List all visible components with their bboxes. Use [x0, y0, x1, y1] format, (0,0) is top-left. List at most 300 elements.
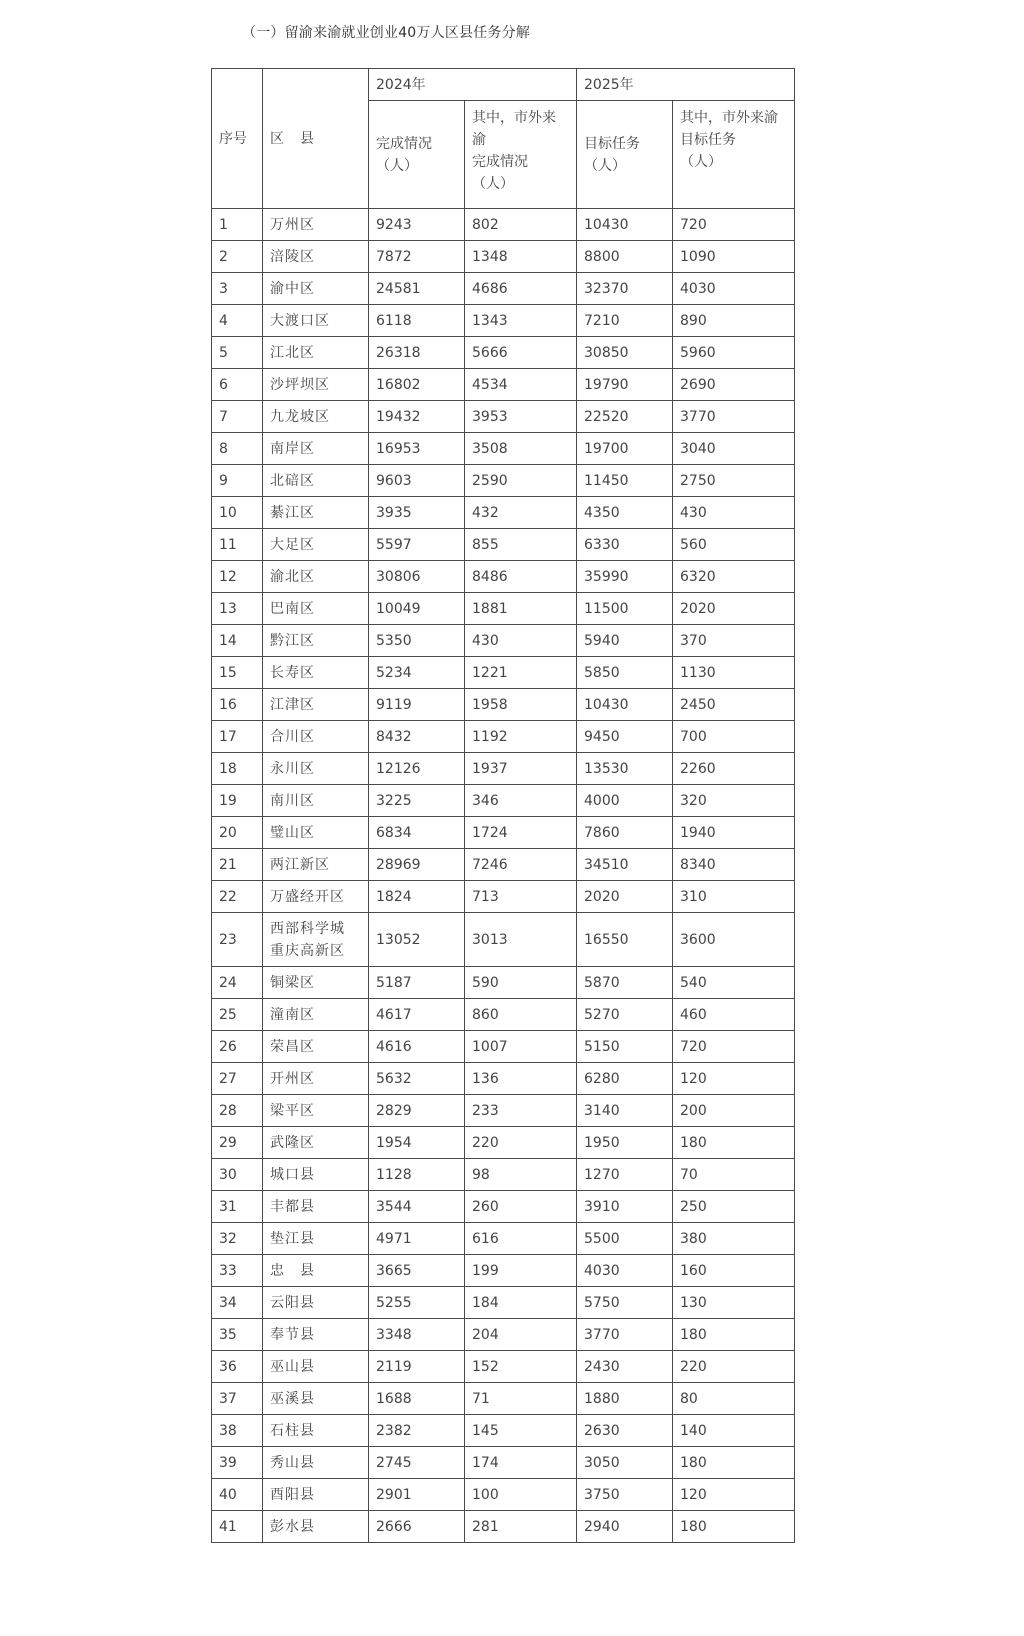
table-row [212, 1511, 795, 1543]
cell-2025-target: 3050 [577, 1447, 673, 1479]
cell-2024-outside-completed: 100 [465, 1479, 577, 1511]
header-district: 区 县 [263, 69, 369, 209]
cell-2024-outside-completed: 1348 [465, 241, 577, 273]
cell-2024-completed: 24581 [369, 273, 465, 305]
table-row [212, 1351, 795, 1383]
table-row [212, 561, 795, 593]
task-table [211, 68, 795, 1543]
cell-2024-completed: 9119 [369, 689, 465, 721]
cell-seq: 12 [212, 561, 263, 593]
cell-2025-outside-target: 3770 [673, 401, 795, 433]
cell-seq: 41 [212, 1511, 263, 1543]
cell-seq: 4 [212, 305, 263, 337]
table-row [212, 209, 795, 241]
cell-2024-completed: 12126 [369, 753, 465, 785]
table-row [212, 433, 795, 465]
cell-seq: 15 [212, 657, 263, 689]
header-2025-target: 目标任务 （人） [577, 101, 673, 209]
cell-seq: 25 [212, 999, 263, 1031]
cell-2024-completed: 2829 [369, 1095, 465, 1127]
cell-2025-outside-target: 250 [673, 1191, 795, 1223]
cell-district: 梁平区 [263, 1095, 369, 1127]
cell-2025-outside-target: 460 [673, 999, 795, 1031]
cell-seq: 34 [212, 1287, 263, 1319]
cell-2024-completed: 13052 [369, 913, 465, 967]
cell-2024-completed: 10049 [369, 593, 465, 625]
table-row [212, 1479, 795, 1511]
cell-2025-target: 6330 [577, 529, 673, 561]
cell-2025-target: 32370 [577, 273, 673, 305]
cell-2025-outside-target: 320 [673, 785, 795, 817]
cell-district: 荣昌区 [263, 1031, 369, 1063]
cell-district: 丰都县 [263, 1191, 369, 1223]
table-row [212, 1127, 795, 1159]
cell-2025-outside-target: 220 [673, 1351, 795, 1383]
cell-seq: 30 [212, 1159, 263, 1191]
cell-2025-outside-target: 3600 [673, 913, 795, 967]
cell-2025-outside-target: 720 [673, 1031, 795, 1063]
cell-2025-outside-target: 380 [673, 1223, 795, 1255]
table-row [212, 1063, 795, 1095]
cell-district: 奉节县 [263, 1319, 369, 1351]
cell-district: 武隆区 [263, 1127, 369, 1159]
table-row [212, 1255, 795, 1287]
table-row [212, 1031, 795, 1063]
cell-2025-target: 3750 [577, 1479, 673, 1511]
cell-district: 南川区 [263, 785, 369, 817]
cell-2024-outside-completed: 860 [465, 999, 577, 1031]
cell-2024-completed: 1128 [369, 1159, 465, 1191]
cell-2024-outside-completed: 430 [465, 625, 577, 657]
cell-2025-outside-target: 1130 [673, 657, 795, 689]
table-row [212, 1191, 795, 1223]
cell-seq: 10 [212, 497, 263, 529]
cell-2024-completed: 26318 [369, 337, 465, 369]
cell-seq: 39 [212, 1447, 263, 1479]
table-row [212, 593, 795, 625]
cell-seq: 35 [212, 1319, 263, 1351]
cell-district: 合川区 [263, 721, 369, 753]
cell-2025-outside-target: 180 [673, 1319, 795, 1351]
table-header [212, 69, 795, 209]
table-row [212, 369, 795, 401]
cell-2024-outside-completed: 5666 [465, 337, 577, 369]
cell-2024-completed: 2666 [369, 1511, 465, 1543]
cell-district: 云阳县 [263, 1287, 369, 1319]
cell-district: 开州区 [263, 1063, 369, 1095]
cell-seq: 14 [212, 625, 263, 657]
table-row [212, 785, 795, 817]
cell-2024-completed: 5597 [369, 529, 465, 561]
cell-2025-target: 8800 [577, 241, 673, 273]
cell-seq: 38 [212, 1415, 263, 1447]
cell-2024-outside-completed: 616 [465, 1223, 577, 1255]
cell-seq: 21 [212, 849, 263, 881]
table-row [212, 337, 795, 369]
cell-district: 万盛经开区 [263, 881, 369, 913]
cell-2025-target: 5150 [577, 1031, 673, 1063]
cell-2025-outside-target: 2020 [673, 593, 795, 625]
cell-district: 城口县 [263, 1159, 369, 1191]
cell-2025-outside-target: 180 [673, 1127, 795, 1159]
cell-2025-outside-target: 2750 [673, 465, 795, 497]
cell-2024-outside-completed: 1221 [465, 657, 577, 689]
header-year-2025: 2025年 [577, 69, 795, 101]
cell-2024-outside-completed: 136 [465, 1063, 577, 1095]
cell-2024-completed: 9603 [369, 465, 465, 497]
cell-2025-target: 2630 [577, 1415, 673, 1447]
cell-2024-completed: 1824 [369, 881, 465, 913]
cell-2025-outside-target: 720 [673, 209, 795, 241]
cell-2024-outside-completed: 260 [465, 1191, 577, 1223]
cell-2024-outside-completed: 220 [465, 1127, 577, 1159]
cell-2025-target: 3140 [577, 1095, 673, 1127]
cell-seq: 32 [212, 1223, 263, 1255]
cell-district: 沙坪坝区 [263, 369, 369, 401]
cell-2024-completed: 3348 [369, 1319, 465, 1351]
cell-2024-completed: 5234 [369, 657, 465, 689]
cell-2024-completed: 30806 [369, 561, 465, 593]
cell-district: 长寿区 [263, 657, 369, 689]
cell-2024-outside-completed: 4686 [465, 273, 577, 305]
cell-2024-completed: 5350 [369, 625, 465, 657]
cell-district: 黔江区 [263, 625, 369, 657]
table-row [212, 1287, 795, 1319]
cell-district: 铜梁区 [263, 967, 369, 999]
cell-district: 巫溪县 [263, 1383, 369, 1415]
cell-seq: 19 [212, 785, 263, 817]
table-row [212, 913, 795, 967]
cell-2025-target: 2430 [577, 1351, 673, 1383]
cell-2025-target: 4350 [577, 497, 673, 529]
cell-2025-target: 19700 [577, 433, 673, 465]
cell-district: 北碚区 [263, 465, 369, 497]
cell-seq: 11 [212, 529, 263, 561]
table-row [212, 529, 795, 561]
cell-district: 西部科学城 重庆高新区 [263, 913, 369, 967]
cell-2024-completed: 1954 [369, 1127, 465, 1159]
cell-district: 潼南区 [263, 999, 369, 1031]
cell-seq: 27 [212, 1063, 263, 1095]
cell-district: 酉阳县 [263, 1479, 369, 1511]
cell-2025-target: 5270 [577, 999, 673, 1031]
cell-2025-target: 5850 [577, 657, 673, 689]
cell-2025-target: 2020 [577, 881, 673, 913]
cell-2025-outside-target: 700 [673, 721, 795, 753]
cell-2024-completed: 7872 [369, 241, 465, 273]
cell-2025-target: 2940 [577, 1511, 673, 1543]
cell-2024-outside-completed: 8486 [465, 561, 577, 593]
cell-2025-target: 5500 [577, 1223, 673, 1255]
table-row [212, 817, 795, 849]
cell-2024-completed: 4971 [369, 1223, 465, 1255]
cell-2025-target: 10430 [577, 689, 673, 721]
cell-district: 渝北区 [263, 561, 369, 593]
cell-2024-outside-completed: 281 [465, 1511, 577, 1543]
cell-2024-completed: 8432 [369, 721, 465, 753]
table-row [212, 465, 795, 497]
cell-2024-outside-completed: 1881 [465, 593, 577, 625]
cell-2025-outside-target: 890 [673, 305, 795, 337]
cell-2024-completed: 5187 [369, 967, 465, 999]
cell-2025-outside-target: 6320 [673, 561, 795, 593]
cell-2024-outside-completed: 4534 [465, 369, 577, 401]
cell-2024-completed: 3935 [369, 497, 465, 529]
table-row [212, 1095, 795, 1127]
cell-2025-target: 19790 [577, 369, 673, 401]
cell-seq: 13 [212, 593, 263, 625]
table-row [212, 881, 795, 913]
cell-2024-outside-completed: 152 [465, 1351, 577, 1383]
cell-seq: 37 [212, 1383, 263, 1415]
table-row [212, 753, 795, 785]
cell-seq: 2 [212, 241, 263, 273]
cell-2025-outside-target: 8340 [673, 849, 795, 881]
cell-seq: 16 [212, 689, 263, 721]
cell-district: 彭水县 [263, 1511, 369, 1543]
cell-2024-completed: 6834 [369, 817, 465, 849]
cell-2024-outside-completed: 204 [465, 1319, 577, 1351]
cell-seq: 7 [212, 401, 263, 433]
cell-district: 江津区 [263, 689, 369, 721]
table-row [212, 1319, 795, 1351]
cell-seq: 20 [212, 817, 263, 849]
cell-district: 九龙坡区 [263, 401, 369, 433]
cell-district: 万州区 [263, 209, 369, 241]
cell-2024-completed: 9243 [369, 209, 465, 241]
cell-2025-target: 9450 [577, 721, 673, 753]
cell-2025-target: 5940 [577, 625, 673, 657]
cell-2024-outside-completed: 3953 [465, 401, 577, 433]
cell-seq: 23 [212, 913, 263, 967]
cell-district: 垫江县 [263, 1223, 369, 1255]
cell-seq: 5 [212, 337, 263, 369]
table-row [212, 999, 795, 1031]
cell-2024-outside-completed: 590 [465, 967, 577, 999]
table-body [212, 209, 795, 1543]
table-row [212, 1447, 795, 1479]
cell-seq: 26 [212, 1031, 263, 1063]
table-row [212, 721, 795, 753]
cell-2025-outside-target: 560 [673, 529, 795, 561]
table-row [212, 241, 795, 273]
cell-2025-outside-target: 2260 [673, 753, 795, 785]
cell-2024-completed: 16953 [369, 433, 465, 465]
document-heading: （一）留渝来渝就业创业40万人区县任务分解 [242, 25, 531, 41]
cell-seq: 33 [212, 1255, 263, 1287]
cell-district: 璧山区 [263, 817, 369, 849]
cell-2024-outside-completed: 233 [465, 1095, 577, 1127]
cell-district: 巫山县 [263, 1351, 369, 1383]
table-row [212, 305, 795, 337]
cell-2025-outside-target: 430 [673, 497, 795, 529]
cell-2025-target: 6280 [577, 1063, 673, 1095]
cell-2025-target: 13530 [577, 753, 673, 785]
cell-2025-outside-target: 2690 [673, 369, 795, 401]
cell-2025-outside-target: 200 [673, 1095, 795, 1127]
cell-2025-target: 34510 [577, 849, 673, 881]
cell-2025-target: 16550 [577, 913, 673, 967]
table-row [212, 967, 795, 999]
cell-2025-target: 35990 [577, 561, 673, 593]
header-row-years [212, 69, 795, 101]
cell-2025-outside-target: 5960 [673, 337, 795, 369]
cell-seq: 31 [212, 1191, 263, 1223]
cell-2025-target: 10430 [577, 209, 673, 241]
cell-district: 忠 县 [263, 1255, 369, 1287]
cell-seq: 6 [212, 369, 263, 401]
header-2025-outside-target: 其中，市外来渝 目标任务 （人） [673, 101, 795, 209]
cell-2024-completed: 3544 [369, 1191, 465, 1223]
cell-district: 石柱县 [263, 1415, 369, 1447]
cell-2024-outside-completed: 174 [465, 1447, 577, 1479]
cell-2025-outside-target: 4030 [673, 273, 795, 305]
table-row [212, 849, 795, 881]
cell-2024-outside-completed: 346 [465, 785, 577, 817]
table-row [212, 497, 795, 529]
cell-seq: 29 [212, 1127, 263, 1159]
cell-2024-completed: 28969 [369, 849, 465, 881]
cell-2024-outside-completed: 1724 [465, 817, 577, 849]
cell-2024-outside-completed: 855 [465, 529, 577, 561]
cell-2024-outside-completed: 145 [465, 1415, 577, 1447]
cell-seq: 22 [212, 881, 263, 913]
cell-2024-completed: 3665 [369, 1255, 465, 1287]
cell-2024-outside-completed: 802 [465, 209, 577, 241]
cell-2025-target: 1880 [577, 1383, 673, 1415]
cell-2025-outside-target: 3040 [673, 433, 795, 465]
cell-2024-outside-completed: 1958 [465, 689, 577, 721]
cell-2025-target: 11500 [577, 593, 673, 625]
table-row [212, 1415, 795, 1447]
table-row [212, 657, 795, 689]
cell-2025-target: 30850 [577, 337, 673, 369]
cell-2025-target: 4030 [577, 1255, 673, 1287]
cell-2025-outside-target: 180 [673, 1511, 795, 1543]
cell-district: 南岸区 [263, 433, 369, 465]
cell-2024-completed: 2119 [369, 1351, 465, 1383]
cell-seq: 8 [212, 433, 263, 465]
cell-2024-completed: 5255 [369, 1287, 465, 1319]
cell-district: 巴南区 [263, 593, 369, 625]
table-row [212, 1159, 795, 1191]
cell-district: 秀山县 [263, 1447, 369, 1479]
cell-2024-outside-completed: 3508 [465, 433, 577, 465]
cell-seq: 36 [212, 1351, 263, 1383]
cell-2025-outside-target: 180 [673, 1447, 795, 1479]
cell-district: 永川区 [263, 753, 369, 785]
cell-2025-outside-target: 1940 [673, 817, 795, 849]
cell-2024-outside-completed: 184 [465, 1287, 577, 1319]
cell-2024-outside-completed: 1007 [465, 1031, 577, 1063]
cell-2024-completed: 2382 [369, 1415, 465, 1447]
cell-2025-target: 7210 [577, 305, 673, 337]
cell-2024-completed: 3225 [369, 785, 465, 817]
cell-seq: 3 [212, 273, 263, 305]
cell-2025-outside-target: 130 [673, 1287, 795, 1319]
table-row [212, 401, 795, 433]
cell-2025-outside-target: 540 [673, 967, 795, 999]
cell-seq: 17 [212, 721, 263, 753]
cell-seq: 9 [212, 465, 263, 497]
cell-seq: 40 [212, 1479, 263, 1511]
table-row [212, 689, 795, 721]
cell-2025-target: 5870 [577, 967, 673, 999]
cell-2024-outside-completed: 3013 [465, 913, 577, 967]
cell-2025-outside-target: 120 [673, 1479, 795, 1511]
cell-2024-completed: 4616 [369, 1031, 465, 1063]
cell-2024-outside-completed: 7246 [465, 849, 577, 881]
cell-district: 大足区 [263, 529, 369, 561]
cell-2025-target: 22520 [577, 401, 673, 433]
cell-seq: 18 [212, 753, 263, 785]
cell-2025-target: 1950 [577, 1127, 673, 1159]
cell-2025-target: 7860 [577, 817, 673, 849]
cell-2025-outside-target: 80 [673, 1383, 795, 1415]
header-2024-completed: 完成情况 （人） [369, 101, 465, 209]
cell-2024-outside-completed: 71 [465, 1383, 577, 1415]
cell-2024-outside-completed: 1192 [465, 721, 577, 753]
header-2024-outside-completed: 其中，市外来渝 完成情况 （人） [465, 101, 577, 209]
cell-2025-outside-target: 2450 [673, 689, 795, 721]
cell-2025-target: 4000 [577, 785, 673, 817]
cell-2025-outside-target: 140 [673, 1415, 795, 1447]
cell-seq: 1 [212, 209, 263, 241]
cell-district: 大渡口区 [263, 305, 369, 337]
cell-2025-outside-target: 120 [673, 1063, 795, 1095]
cell-district: 涪陵区 [263, 241, 369, 273]
cell-2024-outside-completed: 713 [465, 881, 577, 913]
cell-2024-completed: 2901 [369, 1479, 465, 1511]
table-row [212, 1383, 795, 1415]
cell-district: 綦江区 [263, 497, 369, 529]
table-row [212, 273, 795, 305]
cell-2025-target: 1270 [577, 1159, 673, 1191]
cell-2024-completed: 1688 [369, 1383, 465, 1415]
cell-2024-completed: 2745 [369, 1447, 465, 1479]
cell-2025-outside-target: 1090 [673, 241, 795, 273]
cell-2024-outside-completed: 199 [465, 1255, 577, 1287]
cell-2024-completed: 5632 [369, 1063, 465, 1095]
cell-district: 两江新区 [263, 849, 369, 881]
cell-2024-completed: 4617 [369, 999, 465, 1031]
cell-2025-target: 3770 [577, 1319, 673, 1351]
cell-2024-outside-completed: 98 [465, 1159, 577, 1191]
cell-2025-target: 11450 [577, 465, 673, 497]
cell-seq: 24 [212, 967, 263, 999]
cell-2024-outside-completed: 1343 [465, 305, 577, 337]
cell-2024-completed: 16802 [369, 369, 465, 401]
header-year-2024: 2024年 [369, 69, 577, 101]
table-row [212, 1223, 795, 1255]
cell-2025-target: 5750 [577, 1287, 673, 1319]
table-row [212, 625, 795, 657]
header-seq: 序号 [212, 69, 263, 209]
cell-district: 渝中区 [263, 273, 369, 305]
cell-2025-outside-target: 370 [673, 625, 795, 657]
cell-2025-target: 3910 [577, 1191, 673, 1223]
cell-district: 江北区 [263, 337, 369, 369]
cell-2025-outside-target: 160 [673, 1255, 795, 1287]
cell-2024-completed: 19432 [369, 401, 465, 433]
cell-2024-outside-completed: 432 [465, 497, 577, 529]
cell-seq: 28 [212, 1095, 263, 1127]
cell-2024-outside-completed: 2590 [465, 465, 577, 497]
cell-2024-outside-completed: 1937 [465, 753, 577, 785]
cell-2024-completed: 6118 [369, 305, 465, 337]
cell-2025-outside-target: 70 [673, 1159, 795, 1191]
cell-2025-outside-target: 310 [673, 881, 795, 913]
